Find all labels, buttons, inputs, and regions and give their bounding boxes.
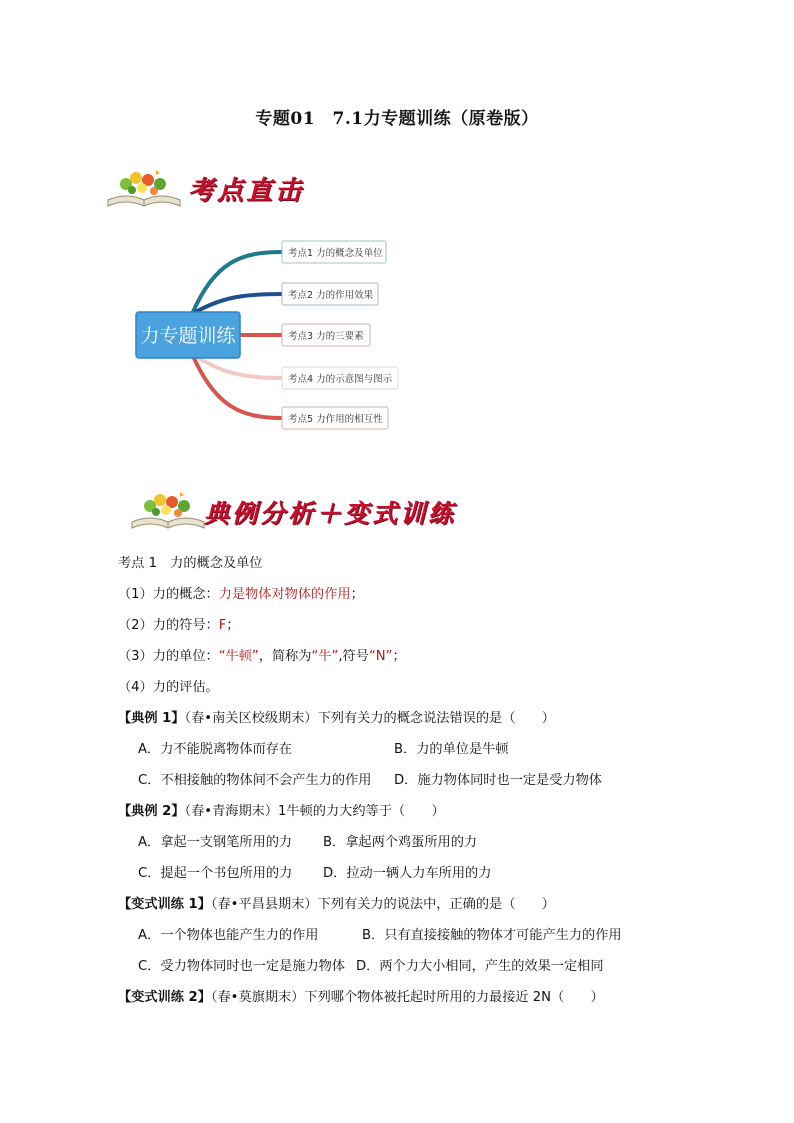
open-book-flowers-icon (104, 164, 184, 210)
mindmap-node-5 (282, 407, 388, 429)
question-tag: 【变式训练 1】 (118, 897, 211, 912)
example-2-options-cd (118, 858, 718, 889)
option-d: D．两个力大小相同，产生的效果一定相同 (356, 959, 604, 974)
option-a: A．力不能脱离物体而存在 (138, 742, 293, 757)
text: （1）力的概念： (118, 587, 219, 602)
mindmap (120, 232, 420, 442)
option-c: C．提起一个书包所用的力 (138, 866, 293, 881)
question-text: （春•青海期末）1牛顿的力大约等于（ ） (184, 804, 445, 819)
mindmap-node-label: 考点1 力的概念及单位 (288, 248, 383, 259)
mindmap-node-label: 考点5 力作用的相互性 (288, 414, 383, 425)
question-text: （春•平昌县期末）下列有关力的说法中，正确的是（ ） (210, 897, 555, 912)
mindmap-node-1 (282, 241, 386, 263)
example-1-question (118, 703, 718, 734)
variant-1-question (118, 889, 718, 920)
section-banner-kaodian (104, 164, 364, 214)
paragraph-estimate: （4）力的评估。 (118, 680, 219, 695)
text: （3）力的单位： (118, 649, 219, 664)
question-tag: 【典例 1】 (118, 711, 185, 726)
option-a: A．一个物体也能产生力的作用 (138, 928, 319, 943)
mindmap-node-3 (282, 324, 370, 346)
text: （2）力的符号： (118, 618, 219, 633)
option-b: B．力的单位是牛顿 (394, 742, 509, 757)
text: ,符号 (338, 649, 369, 664)
paragraph-symbol (118, 610, 718, 641)
mindmap-node-4 (282, 367, 398, 389)
option-a: A．拿起一支钢笔所用的力 (138, 835, 293, 850)
mindmap-center-node (136, 312, 240, 358)
option-d: D．施力物体同时也一定是受力物体 (394, 773, 602, 788)
mindmap-node-label: 考点3 力的三要素 (288, 331, 364, 342)
question-tag: 【变式训练 2】 (118, 990, 211, 1005)
open-book-flowers-icon (128, 486, 208, 532)
question-text: （春•莫旗期末）下列哪个物体被托起时所用的力最接近 2N（ ） (210, 990, 604, 1005)
option-d: D．拉动一辆人力车所用的力 (323, 866, 492, 881)
mindmap-node-label: 考点2 力的作用效果 (288, 290, 374, 301)
example-1-options-ab (118, 734, 718, 765)
mindmap-node-2 (282, 283, 378, 305)
mindmap-center-label: 力专题训练 (140, 325, 236, 347)
section-banner-dianli (128, 486, 528, 536)
example-2-options-ab (118, 827, 718, 858)
question-tag: 【典例 2】 (118, 804, 185, 819)
highlight-text: “牛顿” (218, 649, 259, 664)
question-text: （春•南关区校级期末）下列有关力的概念说法错误的是（ ） (184, 711, 555, 726)
page-title: 专题01 7.1力专题训练（原卷版） (255, 109, 539, 129)
paragraph-unit (118, 641, 718, 672)
option-b: B．拿起两个鸡蛋所用的力 (323, 835, 478, 850)
document-body (118, 548, 718, 1013)
variant-2-question (118, 982, 718, 1013)
highlight-text: 力是物体对物体的作用 (218, 587, 351, 602)
text: ； (350, 587, 364, 602)
text: ，简称为 (258, 649, 312, 664)
example-1-options-cd (118, 765, 718, 796)
highlight-text: “牛” (311, 649, 339, 664)
banner-title: 考点直击 (188, 176, 305, 206)
text: ； (226, 618, 240, 633)
kaodian-heading: 考点 1 力的概念及单位 (118, 556, 263, 571)
banner-title: 典例分析＋变式训练 (204, 499, 457, 528)
highlight-text: F (218, 618, 227, 633)
option-c: C．受力物体同时也一定是施力物体 (138, 959, 346, 974)
highlight-text: “N” (368, 649, 393, 664)
variant-1-options-cd (118, 951, 718, 982)
option-b: B．只有直接接触的物体才可能产生力的作用 (362, 928, 622, 943)
variant-1-options-ab (118, 920, 718, 951)
option-c: C．不相接触的物体间不会产生力的作用 (138, 773, 372, 788)
example-2-question (118, 796, 718, 827)
paragraph-concept (118, 579, 718, 610)
mindmap-node-label: 考点4 力的示意图与图示 (288, 374, 393, 385)
text: ； (392, 649, 406, 664)
